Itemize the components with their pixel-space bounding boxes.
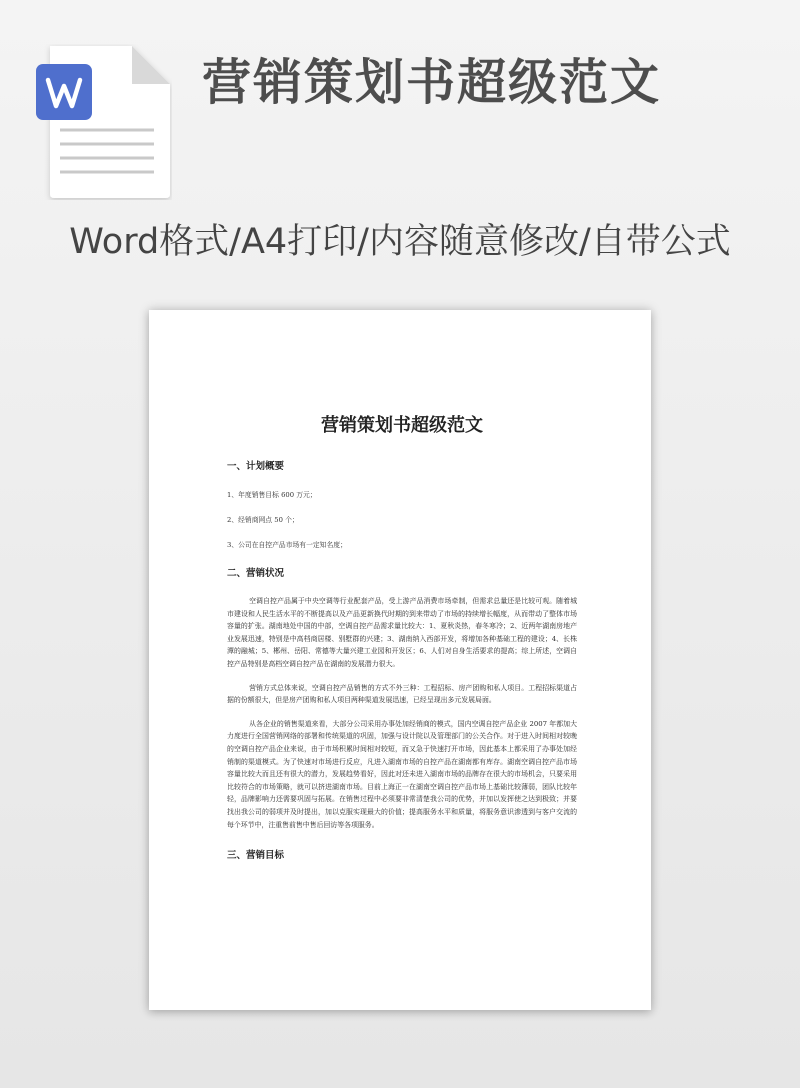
paragraph: 空调自控产品属于中央空调等行业配套产品，受上游产品消费市场牵制，但需求总量还是比较可观。随着城市建设和人民生活水平的不断提高以及产品更新换代时期的到来带动了市场的持续增长幅度，从而带动了整体市场容量的扩张。湖南地处中国的中部，空调自控产品需求量比较大：1、夏秋炎热，春冬寒冷；2、近两年湖南房地产业发展迅速，特别是中高档商居楼、别墅群的兴建；3、湖南纳入西部开发，将增加各种基础工程的建设；4、长株潭的融城；5、郴州、岳阳、常德等大量兴建工业园和开发区；6、人们对自身生活要求的提高；综上所述，空调自控产品特别是高档空调自控产品在湖南的发展潜力很大。: [227, 597, 577, 668]
list-item: 3、公司在自控产品市场有一定知名度；: [227, 541, 347, 549]
document-title: 营销策划书超级范文: [321, 415, 483, 436]
list-item: 1、年度销售目标 600 万元；: [227, 491, 317, 499]
page-title: 营销策划书超级范文: [202, 54, 662, 111]
section-heading: 三、营销目标: [227, 850, 285, 862]
paragraph: 营销方式总体来说，空调自控产品销售的方式不外三种：工程招标、房产团购和私人项目。工程招标渠道占据的份额很大，但是房产团购和私人项目两种渠道发展迅速，已经呈现出多元发展局面。: [227, 683, 577, 705]
word-file-icon: [36, 44, 172, 200]
page-subtitle: Word格式/A4打印/内容随意修改/自带公式: [69, 222, 731, 262]
section-heading: 二、营销状况: [227, 568, 285, 579]
paragraph: 从各企业的销售渠道来看，大部分公司采用办事处加经销商的模式，国内空调自控产品企业 2007 年都加大力度进行全国营销网络的部署和传统渠道的巩固，加强与设计院以及管理部门的公关合作。对于进入时间相对较晚的空调自控产品企业来说，由于市场积累时间相对较短，而又急于快速打开市场，因此基本上都采用了办事处加经销制的渠道模式。为了快速对市场进行反应，凡进入湖南市场的自控产品在湖南都有库存。湖南空调自控产品市场容量比较大而且还有很大的潜力，发展趋势看好，因此对还未进入湖南市场的品牌存在很大的市场机会，只要采用比较符合的市场策略，就可以挤进湖南市场。目前上海正一在湖南空调自控产品市场上基础比较薄弱，团队比较年轻，品牌影响力还需要巩固与拓展。在销售过程中必须要非常清楚我公司的优势，并加以发挥使之达到极致；并要找出我公司的弱项并及时提出，加以克服实现最大的价值；提高服务水平和质量，将服务意识渗透到与客户交流的每个环节中，注重售前售中售后回访等各项服务。: [227, 719, 577, 829]
document-page: [149, 310, 651, 1010]
section-heading: 一、计划概要: [227, 461, 285, 472]
document-body: [227, 414, 577, 863]
list-item: 2、经销商网点 50 个；: [227, 516, 299, 524]
